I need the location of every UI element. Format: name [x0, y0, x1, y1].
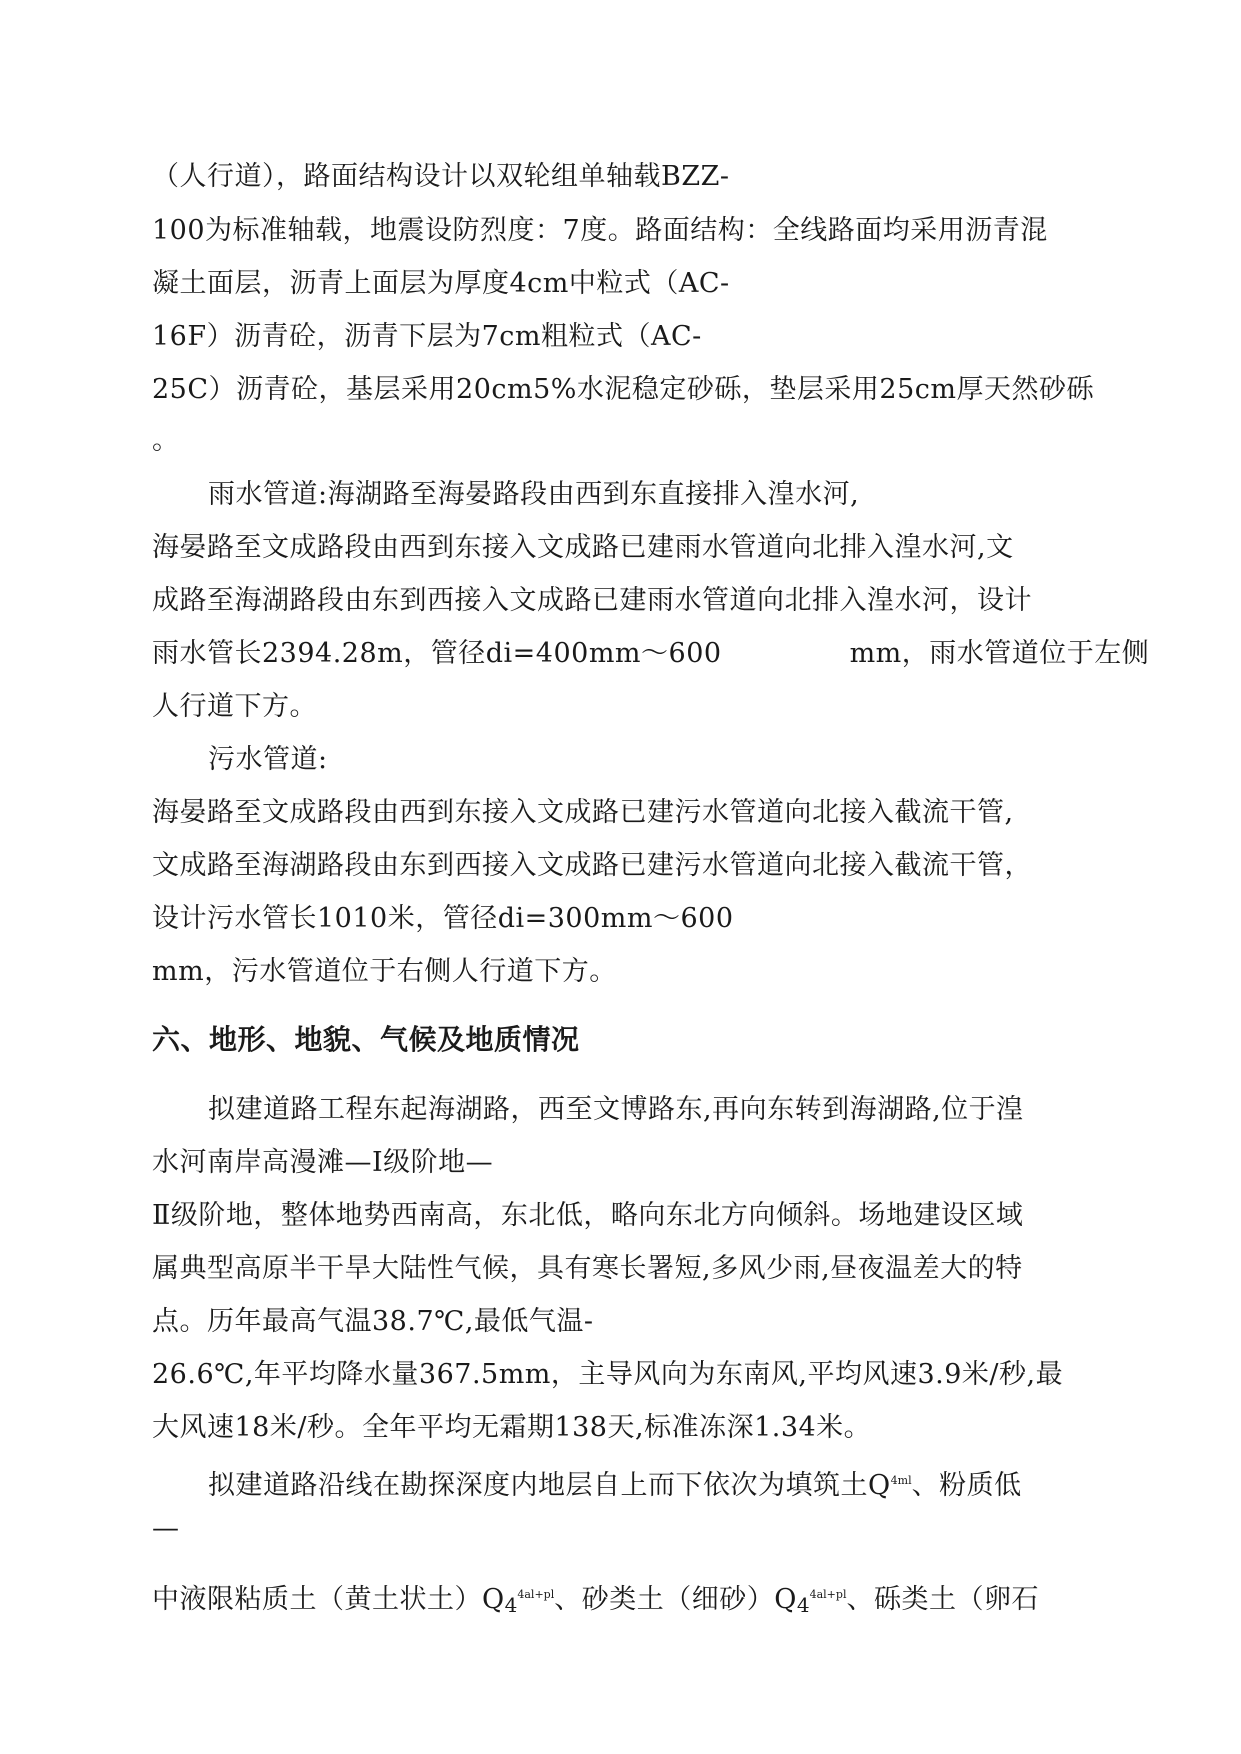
superscript: 4al+pl [517, 1588, 555, 1601]
text-segment: 、砾类土（卵石 [846, 1584, 1039, 1615]
text-line [152, 1578, 1039, 1622]
text-line: — [152, 1513, 180, 1544]
text-line: 25C）沥青砼，基层采用20cm5%水泥稳定砂砾，垫层采用25cm厚天然砂砾 [152, 374, 1095, 405]
text-line: 雨水管道:海湖路至海晏路段由西到东直接排入湟水河, [208, 479, 860, 510]
superscript: 4ml [890, 1474, 912, 1487]
text-line: 属典型高原半干旱大陆性气候，具有寒长署短,多风少雨,昼夜温差大的特 [152, 1253, 1023, 1284]
text-line: 水河南岸高漫滩—Ⅰ级阶地— [152, 1147, 494, 1178]
superscript: 4al+pl [809, 1588, 847, 1601]
text-segment: 、粉质低 [911, 1470, 1022, 1501]
text-segment: 、砂类土（细砂）Q [554, 1584, 797, 1615]
text-line: 人行道下方。 [152, 691, 317, 722]
text-line: 。 [152, 425, 180, 456]
text-line: Ⅱ级阶地，整体地势西南高，东北低，略向东北方向倾斜。场地建设区域 [152, 1200, 1024, 1231]
subscript: 4 [796, 1593, 810, 1617]
text-line: 成路至海湖路段由东到西接入文成路已建雨水管道向北排入湟水河，设计 [152, 585, 1032, 616]
text-segment: 拟建道路沿线在勘探深度内地层自上而下依次为填筑土Q [208, 1470, 891, 1501]
text-line: 16F）沥青砼，沥青下层为7cm粗粒式（AC- [152, 321, 702, 352]
text-line: 海晏路至文成路段由西到东接入文成路已建污水管道向北接入截流干管, [152, 797, 1014, 828]
subscript: 4 [504, 1593, 518, 1617]
text-segment: 雨水管长2394.28m，管径di=400mm～600 [152, 638, 722, 669]
text-line [208, 1464, 1022, 1503]
text-line: mm，污水管道位于右侧人行道下方。 [152, 956, 617, 987]
text-line: 文成路至海湖路段由东到西接入文成路已建污水管道向北接入截流干管， [152, 850, 1032, 881]
text-line [152, 637, 1149, 671]
text-line: 100为标准轴载，地震设防烈度：7度。路面结构：全线路面均采用沥青混 [152, 215, 1048, 246]
text-line: 设计污水管长1010米，管径di=300mm～600 [152, 903, 734, 934]
text-line: （人行道），路面结构设计以双轮组单轴载BZZ- [152, 161, 730, 192]
text-line: 海晏路至文成路段由西到东接入文成路已建雨水管道向北排入湟水河,文 [152, 532, 1014, 563]
text-line: 大风速18米/秒。全年平均无霜期138天,标准冻深1.34米。 [152, 1412, 872, 1443]
section-heading: 六、地形、地貌、气候及地质情况 [152, 1023, 580, 1056]
text-segment: 中液限粘质土（黄土状土）Q [152, 1584, 505, 1615]
text-line: 污水管道: [208, 744, 328, 775]
text-line: 点。历年最高气温38.7℃,最低气温- [152, 1306, 594, 1337]
text-line: 拟建道路工程东起海湖路，西至文博路东,再向东转到海湖路,位于湟 [208, 1094, 1024, 1125]
text-segment: mm，雨水管道位于左侧 [849, 638, 1150, 669]
text-line: 凝土面层，沥青上面层为厚度4cm中粒式（AC- [152, 268, 730, 299]
text-line: 26.6℃,年平均降水量367.5mm，主导风向为东南风,平均风速3.9米/秒,最 [152, 1359, 1064, 1390]
